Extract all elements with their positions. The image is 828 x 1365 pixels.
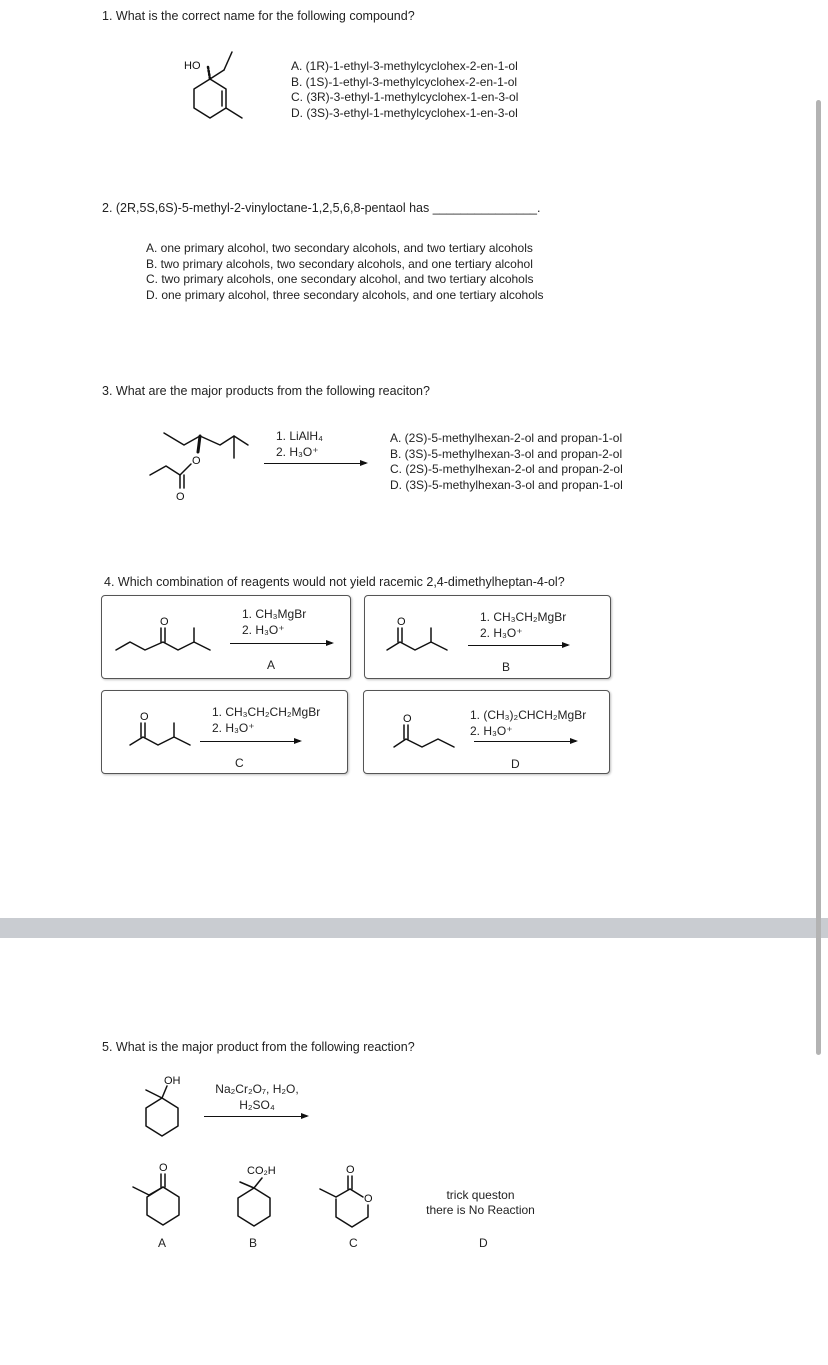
q5-question: 5. What is the major product from the following reaction?: [102, 1040, 415, 1054]
q4-c-arrow: [200, 741, 300, 742]
q1-ho-label: HO: [184, 60, 201, 72]
q5-product-d: [418, 1188, 543, 1218]
q5-label-d: D: [479, 1236, 488, 1250]
q2-option-b[interactable]: B. two primary alcohols, two secondary alcohols, and one tertiary alcohol: [146, 256, 533, 271]
q4-c-o: O: [140, 711, 149, 723]
q1-question: 1. What is the correct name for the following compound?: [102, 9, 415, 23]
q4-b-reagent-1: 1. CH₃CH₂MgBr: [480, 610, 567, 624]
q4-c-label: C: [235, 756, 244, 770]
q2-question: 2. (2R,5S,6S)-5-methyl-2-vinyloctane-1,2,5,6,8-pentaol has _______________.: [102, 201, 541, 215]
q4-c-reagent-2: 2. H₃O⁺: [212, 721, 255, 735]
q5-arrow: [204, 1116, 307, 1117]
q4-b-label: B: [502, 660, 511, 674]
q2-option-d[interactable]: D. one primary alcohol, three secondary alcohols, and one tertiary alcohols: [146, 287, 544, 302]
q3-ester-structure: [140, 420, 260, 510]
q1-structure: [180, 45, 260, 125]
q5-co2h-label: CO₂H: [247, 1165, 276, 1177]
q4-b-reagents: [480, 609, 566, 641]
q4-c-reagent-1: 1. CH₃CH₂CH₂MgBr: [212, 705, 321, 719]
q5-reactant: [138, 1068, 198, 1140]
q4-d-arrow: [474, 741, 576, 742]
q5-c-ring-o: O: [364, 1193, 373, 1205]
q4-b-arrow: [468, 645, 568, 646]
q5-product-a: [125, 1155, 195, 1235]
q4-a-reagent-2: 2. H₃O⁺: [242, 623, 285, 637]
q1-option-b[interactable]: B. (1S)-1-ethyl-3-methylcyclohex-2-en-1-ol: [291, 74, 518, 89]
q4-d-reagent-2: 2. H₃O⁺: [470, 724, 513, 738]
q4-b-reagent-2: 2. H₃O⁺: [480, 626, 523, 640]
q3-carbonyl-o: O: [176, 491, 185, 503]
q5-product-c: [315, 1157, 385, 1237]
q3-reagents: [276, 428, 323, 460]
q4-a-ketone: [112, 614, 222, 664]
q2-option-a[interactable]: A. one primary alcohol, two secondary alcohols, and two tertiary alcohols: [146, 241, 533, 255]
q4-box-c[interactable]: [101, 690, 348, 774]
scrollbar[interactable]: [816, 100, 821, 1055]
q3-reagent-1: 1. LiAlH₄: [276, 429, 323, 443]
q4-b-o: O: [397, 616, 406, 628]
q4-a-reagent-1: 1. CH₃MgBr: [242, 607, 307, 621]
q3-option-b[interactable]: B. (3S)-5-methylhexan-3-ol and propan-2-ol: [390, 446, 623, 461]
q5-label-c: C: [349, 1236, 358, 1250]
page-divider: [0, 918, 828, 938]
q4-b-ketone: [385, 614, 465, 664]
q3-option-a[interactable]: A. (2S)-5-methylhexan-2-ol and propan-1-ol: [390, 431, 623, 445]
q3-option-d[interactable]: D. (3S)-5-methylhexan-3-ol and propan-1-ol: [390, 477, 623, 492]
q4-box-b[interactable]: [364, 595, 611, 679]
q4-d-o: O: [403, 713, 412, 725]
q5-label-a: A: [158, 1236, 167, 1250]
q1-options: [291, 59, 518, 121]
q1-option-d[interactable]: D. (3S)-3-ethyl-1-methylcyclohex-1-en-3-ol: [291, 105, 518, 120]
q5-product-b: [230, 1158, 300, 1238]
q5-trick-line-1: trick queston: [446, 1188, 515, 1202]
q4-box-d[interactable]: [363, 690, 610, 774]
q4-box-a[interactable]: [101, 595, 351, 679]
q3-arrow: [264, 463, 366, 464]
q4-a-reagents: [242, 606, 306, 638]
q2-options: [146, 241, 544, 303]
q3-option-c[interactable]: C. (2S)-5-methylhexan-2-ol and propan-2-ol: [390, 462, 623, 476]
q4-c-ketone: [130, 709, 210, 759]
q4-c-reagents: [212, 704, 320, 736]
q4-a-arrow: [230, 643, 332, 644]
q4-d-reagent-1: 1. (CH₃)₂CHCH₂MgBr: [470, 708, 587, 722]
q5-reagent-1: Na₂Cr₂O₇, H₂O,: [215, 1082, 299, 1096]
q2-option-c[interactable]: C. two primary alcohols, one secondary alcohol, and two tertiary alcohols: [146, 272, 534, 286]
q5-c-carbonyl-o: O: [346, 1164, 355, 1176]
q3-question: 3. What are the major products from the following reaciton?: [102, 384, 430, 398]
q5-label-b: B: [249, 1236, 258, 1250]
q3-reagent-2: 2. H₃O⁺: [276, 445, 319, 459]
q4-d-reagents: [470, 707, 586, 739]
q4-a-o: O: [160, 616, 169, 628]
q5-oh-label: OH: [164, 1075, 181, 1087]
q5-reagent-2: H₂SO₄: [239, 1098, 275, 1112]
q5-trick-line-2: there is No Reaction: [426, 1203, 535, 1217]
q4-a-label: A: [267, 658, 276, 672]
q1-option-a[interactable]: A. (1R)-1-ethyl-3-methylcyclohex-2-en-1-ol: [291, 59, 518, 73]
q4-d-ketone: [394, 711, 474, 761]
q1-option-c[interactable]: C. (3R)-3-ethyl-1-methylcyclohex-1-en-3-ol: [291, 90, 519, 104]
q3-options: [390, 431, 623, 493]
q3-ester-o: O: [192, 455, 201, 467]
q5-reagents: [204, 1081, 310, 1113]
q4-d-label: D: [511, 757, 520, 771]
q5-a-o: O: [159, 1162, 168, 1174]
q4-question: 4. Which combination of reagents would not yield racemic 2,4-dimethylheptan-4-ol?: [104, 575, 565, 589]
